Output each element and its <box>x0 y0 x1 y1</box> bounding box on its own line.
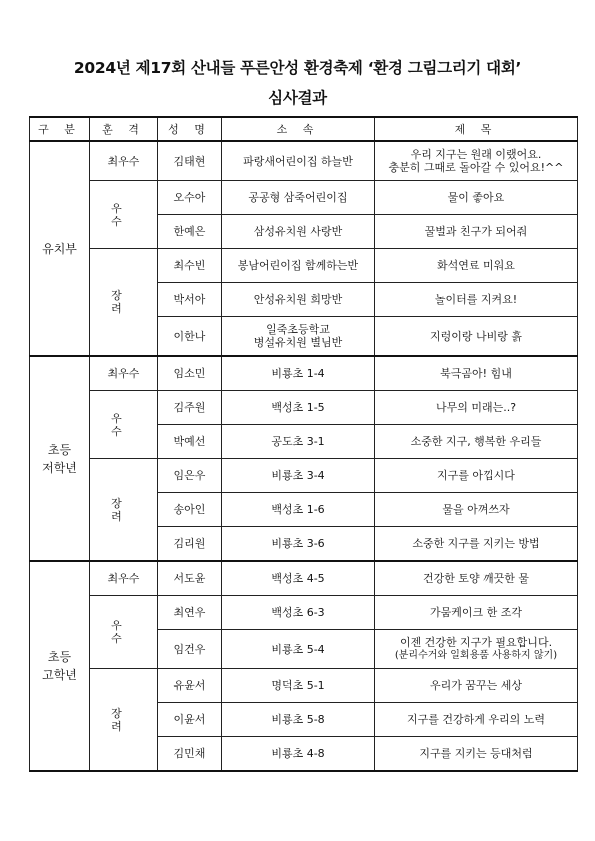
school-text: 비룡초 3-4 <box>271 469 325 482</box>
name-cell: 김주원 <box>158 391 222 425</box>
school-text: 백성초 6-3 <box>271 606 325 619</box>
school-text: 비룡초 3-6 <box>271 537 325 550</box>
name-cell: 김민채 <box>158 737 222 772</box>
title-text: (분리수거와 일회용품 사용하지 않기) <box>394 650 558 661</box>
title-text: 북극곰아! 힘내 <box>440 367 512 380</box>
school-cell <box>222 669 375 703</box>
school-text: 백성초 4-5 <box>271 572 325 585</box>
results-table <box>29 116 578 772</box>
school-cell <box>222 249 375 283</box>
school-cell <box>222 703 375 737</box>
title-text: 충분히 그때로 돌아갈 수 있어요!^^ <box>388 161 564 174</box>
title-cell <box>375 669 578 703</box>
header-category: 구 분 <box>30 117 90 141</box>
title-cell <box>375 391 578 425</box>
school-text: 백성초 1-6 <box>271 503 325 516</box>
school-cell <box>222 459 375 493</box>
table-row <box>30 669 578 703</box>
school-text: 봉남어린이집 함께하는반 <box>237 259 359 272</box>
title-text: 물을 아껴쓰자 <box>442 503 510 516</box>
title-cell <box>375 249 578 283</box>
header-title: 제 목 <box>375 117 578 141</box>
name-cell: 서도윤 <box>158 561 222 596</box>
school-text: 삼성유치원 사랑반 <box>253 225 343 238</box>
name-cell: 오수아 <box>158 181 222 215</box>
title-cell <box>375 561 578 596</box>
award-cell: 우 수 <box>90 181 158 249</box>
award-cell: 장 려 <box>90 249 158 357</box>
title-cell <box>375 317 578 357</box>
award-cell: 우 수 <box>90 391 158 459</box>
category-cell <box>30 356 90 561</box>
table-row <box>30 596 578 630</box>
title-cell <box>375 181 578 215</box>
title-text: 우리가 꿈꾸는 세상 <box>429 679 522 692</box>
title-cell <box>375 703 578 737</box>
award-cell: 최우수 <box>90 356 158 391</box>
name-cell: 최수빈 <box>158 249 222 283</box>
category-label: 초등 <box>47 442 72 457</box>
school-cell <box>222 527 375 562</box>
page-title: 2024년 제17회 산내들 푸른안성 환경축제 ‘환경 그림그리기 대회’ <box>73 59 522 77</box>
table-row <box>30 181 578 215</box>
award-cell: 장 려 <box>90 669 158 772</box>
school-cell <box>222 561 375 596</box>
title-text: 지구를 아낍시다 <box>437 469 515 482</box>
category-cell <box>30 561 90 771</box>
award-cell: 최우수 <box>90 141 158 181</box>
title-cell <box>375 630 578 669</box>
school-text: 비룡초 5-4 <box>271 642 325 656</box>
table-row <box>30 141 578 181</box>
header-award: 훈 격 <box>90 117 158 141</box>
name-cell: 최연우 <box>158 596 222 630</box>
school-text: 공도초 3-1 <box>271 435 325 448</box>
title-cell <box>375 493 578 527</box>
category-label: 초등 <box>47 650 72 664</box>
school-cell <box>222 493 375 527</box>
page-subtitle: 심사결과 <box>268 89 327 107</box>
title-text: 지구를 건강하게 우리의 노력 <box>406 713 545 726</box>
school-text: 백성초 1-5 <box>271 401 325 414</box>
award-cell: 장 려 <box>90 459 158 562</box>
school-text: 공공형 삼죽어린이집 <box>248 191 348 204</box>
category-label: 고학년 <box>42 668 77 682</box>
name-cell: 임은우 <box>158 459 222 493</box>
table-header-row <box>30 117 578 141</box>
title-text: 가뭄케이크 한 조각 <box>429 606 522 619</box>
title-cell <box>375 425 578 459</box>
title-text: 우리 지구는 원래 이랬어요. <box>410 148 542 161</box>
name-cell: 임소민 <box>158 356 222 391</box>
title-cell <box>375 283 578 317</box>
title-text: 놀이터를 지켜요! <box>434 293 518 306</box>
category-cell <box>30 141 90 356</box>
title-text: 물이 좋아요 <box>447 191 505 204</box>
name-cell: 송아인 <box>158 493 222 527</box>
title-cell <box>375 527 578 562</box>
title-text: 소중한 지구, 행복한 우리들 <box>410 435 542 448</box>
title-cell <box>375 737 578 772</box>
school-cell <box>222 141 375 181</box>
category-label: 저학년 <box>42 460 77 475</box>
name-cell: 이한나 <box>158 317 222 357</box>
title-text: 소중한 지구를 지키는 방법 <box>412 537 540 550</box>
school-text: 명덕초 5-1 <box>271 679 325 692</box>
category-label: 유치부 <box>42 241 77 256</box>
school-cell <box>222 317 375 357</box>
title-text: 화석연료 미워요 <box>437 259 515 272</box>
school-cell <box>222 596 375 630</box>
school-cell <box>222 356 375 391</box>
results-body <box>30 141 578 771</box>
title-cell <box>375 141 578 181</box>
school-cell <box>222 630 375 669</box>
name-cell: 이윤서 <box>158 703 222 737</box>
title-text: 꿀벌과 친구가 되어줘 <box>424 225 528 238</box>
award-cell: 최우수 <box>90 561 158 596</box>
name-cell: 임건우 <box>158 630 222 669</box>
school-cell <box>222 737 375 772</box>
title-text: 이젠 건강한 지구가 필요합니다. <box>399 636 553 649</box>
school-text: 병설유치원 별님반 <box>253 336 343 349</box>
title-text: 지렁이랑 나비랑 흙 <box>429 329 522 343</box>
school-text: 비룡초 4-8 <box>271 747 325 760</box>
school-text: 비룡초 5-8 <box>271 713 325 726</box>
table-row <box>30 561 578 596</box>
table-row <box>30 391 578 425</box>
school-cell <box>222 283 375 317</box>
school-cell <box>222 425 375 459</box>
title-text: 나무의 미래는..? <box>435 401 517 414</box>
school-cell <box>222 215 375 249</box>
school-cell <box>222 391 375 425</box>
name-cell: 김리원 <box>158 527 222 562</box>
table-row <box>30 459 578 493</box>
name-cell: 한예은 <box>158 215 222 249</box>
name-cell: 유윤서 <box>158 669 222 703</box>
school-text: 일죽초등학교 <box>266 323 330 336</box>
table-row <box>30 249 578 283</box>
name-cell: 박서아 <box>158 283 222 317</box>
title-text: 지구를 지키는 등대처럼 <box>419 747 533 760</box>
school-text: 비룡초 1-4 <box>271 367 325 380</box>
title-cell <box>375 356 578 391</box>
school-cell <box>222 181 375 215</box>
header-school: 소 속 <box>222 117 375 141</box>
title-cell <box>375 215 578 249</box>
award-cell: 우 수 <box>90 596 158 669</box>
name-cell: 김태현 <box>158 141 222 181</box>
table-row <box>30 356 578 391</box>
school-text: 파랑새어린이집 하늘반 <box>243 154 353 168</box>
school-text: 안성유치원 희망반 <box>253 293 343 306</box>
header-name: 성 명 <box>158 117 222 141</box>
title-cell <box>375 596 578 630</box>
title-text: 건강한 토양 깨끗한 물 <box>422 572 530 585</box>
name-cell: 박예선 <box>158 425 222 459</box>
title-cell <box>375 459 578 493</box>
